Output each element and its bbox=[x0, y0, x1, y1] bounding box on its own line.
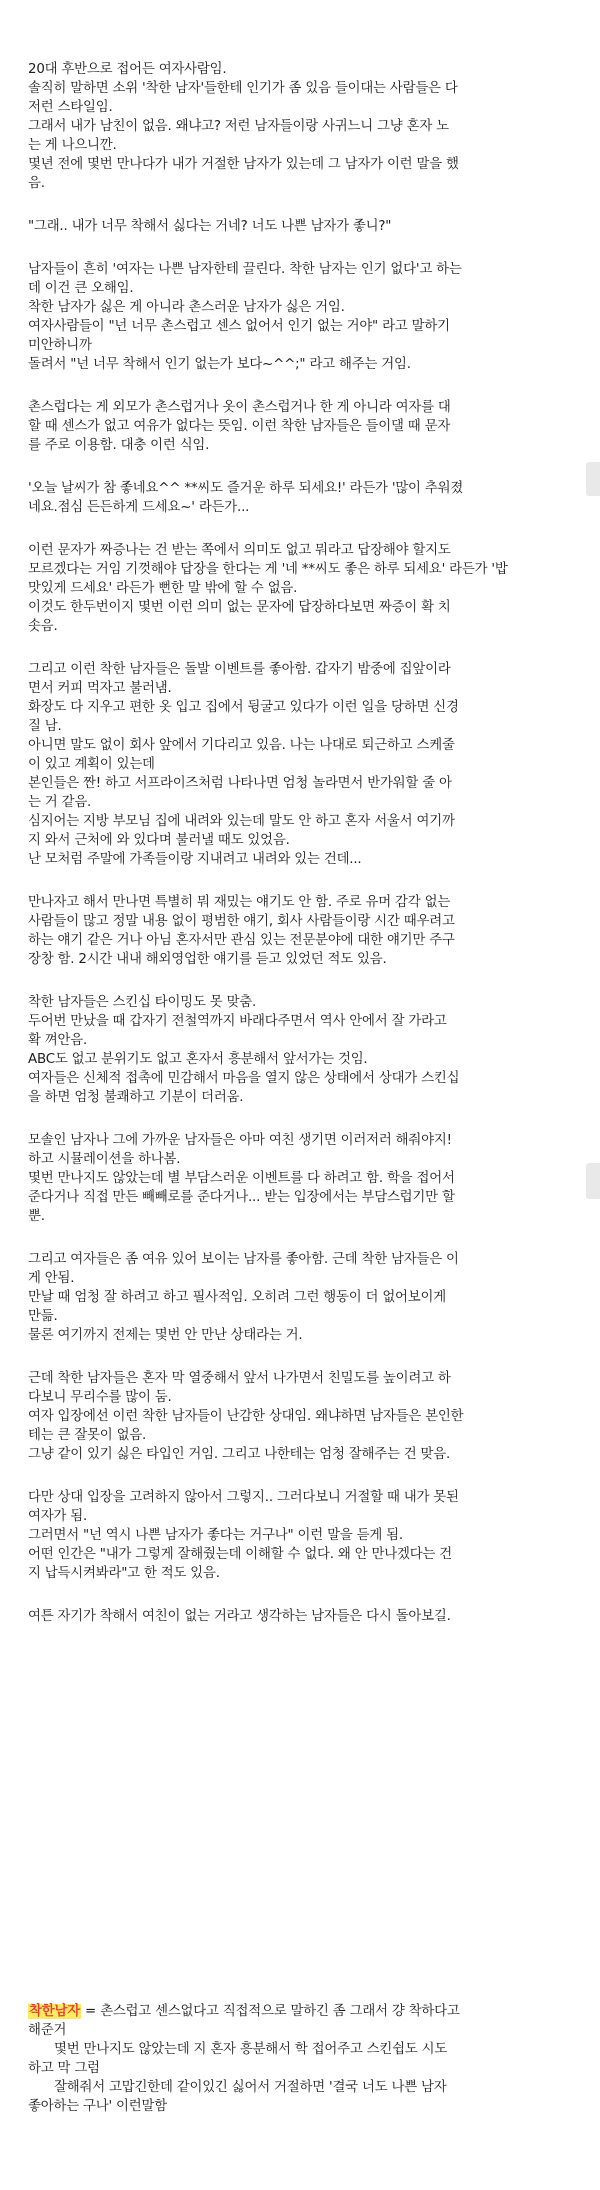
text-line: 20대 후반으로 접어든 여자사람임. bbox=[28, 62, 227, 77]
text-line: 하는 얘기 같은 거나 아님 혼자서만 관심 있는 전문분야에 대한 얘기만 주구 bbox=[28, 933, 455, 948]
text-line: 그리고 이런 착한 남자들은 돌발 이벤트를 좋아함. 갑자기 밤중에 집앞이라 bbox=[28, 662, 451, 677]
text-line: 착한 남자가 싫은 게 아니라 촌스러운 남자가 싫은 거임. bbox=[28, 300, 345, 315]
text-line: 촌스럽다는 게 외모가 촌스럽거나 옷이 촌스럽거나 한 게 아니라 여자를 대 bbox=[28, 400, 451, 415]
text-line: 몇번 만나지도 않았는데 별 부담스러운 이벤트를 다 하려고 함. 학을 접어서 bbox=[28, 1171, 455, 1186]
paragraph-simulation bbox=[28, 1131, 573, 1226]
text-line: 근데 착한 남자들은 혼자 막 열중해서 앞서 나가면서 친밀도를 높이려고 하 bbox=[28, 1371, 451, 1386]
summary-line-1-text: = 촌스럽고 센스없다고 직접적으로 말하긴 좀 그래서 걍 착하다고 bbox=[80, 2004, 460, 2019]
text-line: 장창 함. 2시간 내내 해외영업한 얘기를 듣고 있었던 적도 있음. bbox=[28, 952, 387, 967]
text-line: 준다거나 직접 만든 빼빼로를 준다거나... 받는 입장에서는 부담스럽기만 할 bbox=[28, 1190, 455, 1205]
post-body bbox=[28, 60, 573, 1626]
summary-comment bbox=[28, 2002, 573, 2116]
text-line: 만나자고 해서 만나면 특별히 뭐 재밌는 얘기도 안 함. 주로 유머 감각 없는 bbox=[28, 895, 451, 910]
text-line: 이런 문자가 짜증나는 건 받는 쪽에서 의미도 없고 뭐라고 답장해야 할지도 bbox=[28, 543, 451, 558]
scroll-hint-upper[interactable] bbox=[586, 462, 600, 496]
text-line: 지 납득시켜봐라"고 한 적도 있음. bbox=[28, 1566, 220, 1581]
summary-line-6: 좋아하는 구나' 이런말함 bbox=[28, 2099, 167, 2114]
text-line: 그래서 내가 남친이 없음. 왜냐고? 저런 남자들이랑 사귀느니 그냥 혼자 노 bbox=[28, 119, 449, 134]
text-line: 남자들이 흔히 '여자는 나쁜 남자한테 끌린다. 착한 남자는 인기 없다'고 하는 bbox=[28, 262, 462, 277]
text-line: 난 모처럼 주말에 가족들이랑 지내려고 내려와 있는 건데... bbox=[28, 852, 362, 867]
text-line: 여자들은 신체적 접촉에 민감해서 마음을 열지 않은 상태에서 상대가 스킨십 bbox=[28, 1071, 460, 1086]
paragraph-surprise-events bbox=[28, 660, 573, 869]
text-line: 두어번 만났을 때 갑자기 전철역까지 바래다주면서 역사 안에서 잘 가라고 bbox=[28, 1014, 447, 1029]
summary-line-5: 잘해줘서 고맙긴한데 같이있긴 싫어서 거절하면 '결국 너도 나쁜 남자 bbox=[54, 2080, 447, 2095]
text-line: 모솔인 남자나 그에 가까운 남자들은 아마 여친 생기면 이러저러 해줘야지! bbox=[28, 1133, 452, 1148]
text-line: 만날 때 엄청 잘 하려고 하고 필사적임. 오히려 그런 행동이 더 없어보이게 bbox=[28, 1290, 447, 1305]
summary-line-1 bbox=[28, 2002, 573, 2021]
text-line: 다만 상대 입장을 고려하지 않아서 그렇지.. 그러다보니 거절할 때 내가 못된 bbox=[28, 1490, 459, 1505]
text-line: 물론 여기까지 전제는 몇번 안 만난 상태라는 거. bbox=[28, 1328, 303, 1343]
paragraph-quote bbox=[28, 217, 573, 236]
text-line: 솟음. bbox=[28, 619, 58, 634]
paragraph-overeager bbox=[28, 1369, 573, 1464]
text-line: 그러면서 "넌 역시 나쁜 남자가 좋다는 거구나" 이런 말을 듣게 됨. bbox=[28, 1528, 403, 1543]
text-line: 게 안됨. bbox=[28, 1271, 75, 1286]
text-line: 맛있게 드세요' 라든가 뻔한 말 밖에 할 수 없음. bbox=[28, 581, 298, 596]
text-line: 화장도 다 지우고 편한 옷 입고 집에서 뒹굴고 있다가 이런 일을 당하면 신경 bbox=[28, 700, 459, 715]
text-line: 이것도 한두번이지 몇번 이런 의미 없는 문자에 답장하다보면 짜증이 확 치 bbox=[28, 600, 451, 615]
text-line: 질 남. bbox=[28, 719, 62, 734]
text-line: 아니면 말도 없이 회사 앞에서 기다리고 있음. 나는 나대로 퇴근하고 스케줄 bbox=[28, 738, 455, 753]
text-line: 지 와서 근처에 와 있다며 불러낼 때도 있었음. bbox=[28, 833, 290, 848]
text-line: 다보니 무리수를 많이 둠. bbox=[28, 1390, 172, 1405]
text-line: 심지어는 지방 부모님 집에 내려와 있는데 말도 안 하고 혼자 서울서 여기까 bbox=[28, 814, 455, 829]
text-line: 면서 커피 먹자고 불러냄. bbox=[28, 681, 172, 696]
text-line: 만듦. bbox=[28, 1309, 58, 1324]
text-line: 사람들이 많고 정말 내용 없이 평범한 얘기, 회사 사람들이랑 시간 때우려고 bbox=[28, 914, 455, 929]
text-line: 솔직히 말하면 소위 '착한 남자'들한테 인기가 좀 있음 들이대는 사람들은 다 bbox=[28, 81, 458, 96]
summary-line-4: 하고 막 그럼 bbox=[28, 2061, 100, 2076]
text-line: 돌려서 "넌 너무 착해서 인기 없는가 보다~^^;" 라고 해주는 거임. bbox=[28, 357, 411, 372]
text-line: 테는 큰 잘못이 없음. bbox=[28, 1428, 147, 1443]
summary-line-3: 몇번 만나지도 않았는데 지 혼자 흥분해서 학 접어주고 스킨쉽도 시도 bbox=[54, 2042, 448, 2057]
paragraph-tacky bbox=[28, 398, 573, 455]
text-line: 이 있고 계획이 있는데 bbox=[28, 757, 155, 772]
text-line: 하고 시뮬레이션을 하나봄. bbox=[28, 1152, 181, 1167]
text-line: 착한 남자들은 스킨십 타이밍도 못 맞춤. bbox=[28, 995, 257, 1010]
text-line: 저런 스타일임. bbox=[28, 100, 113, 115]
paragraph-text-examples bbox=[28, 479, 573, 517]
text-line: 는 게 나으니깐. bbox=[28, 138, 117, 153]
paragraph-annoying-texts bbox=[28, 541, 573, 636]
text-line: 확 껴안음. bbox=[28, 1033, 88, 1048]
text-line: 음. bbox=[28, 176, 45, 191]
text-line: 네요.점심 든든하게 드세요~' 라든가... bbox=[28, 500, 250, 515]
text-line: 을 하면 엄청 불쾌하고 기분이 더러움. bbox=[28, 1090, 244, 1105]
text-line: '오늘 날씨가 참 좋네요^^ **씨도 즐거운 하루 되세요!' 라든가 '많이 추워졌 bbox=[28, 481, 464, 496]
summary-line-2: 해준거 bbox=[28, 2023, 67, 2038]
paragraph-boring-talk bbox=[28, 893, 573, 969]
text-line: 여자가 됨. bbox=[28, 1509, 88, 1524]
text-line: 를 주로 이용함. 대충 이런 식임. bbox=[28, 438, 210, 453]
scroll-hint-lower[interactable] bbox=[586, 1163, 600, 1199]
paragraph-conclusion bbox=[28, 1607, 573, 1626]
text-line: 할 때 센스가 없고 여유가 없다는 뜻임. 이런 착한 남자들은 들이댈 때 문자 bbox=[28, 419, 451, 434]
paragraph-skinship bbox=[28, 993, 573, 1107]
text-line: 어떤 인간은 "내가 그렇게 잘해줬는데 이해할 수 없다. 왜 안 만나겠다는 건 bbox=[28, 1547, 452, 1562]
text-line: 모르겠다는 거임 기껏해야 답장을 한다는 게 '네 **씨도 좋은 하루 되세요' 라든가 '밥 bbox=[28, 562, 508, 577]
text-line: 뿐. bbox=[28, 1209, 45, 1224]
paragraph-rejection bbox=[28, 1488, 573, 1583]
text-line: "그래.. 내가 너무 착해서 싫다는 거네? 너도 나쁜 남자가 좋니?" bbox=[28, 219, 392, 234]
text-line: 데 이건 큰 오해임. bbox=[28, 281, 134, 296]
text-line: 는 거 같음. bbox=[28, 795, 92, 810]
paragraph-intro bbox=[28, 60, 573, 193]
text-line: 미안하니까 bbox=[28, 338, 92, 353]
text-line: 본인들은 짠! 하고 서프라이즈처럼 나타나면 엄청 놀라면서 반가워할 줄 아 bbox=[28, 776, 452, 791]
paragraph-misunderstanding bbox=[28, 260, 573, 374]
paragraph-composure bbox=[28, 1250, 573, 1345]
text-line: 여자 입장에선 이런 착한 남자들이 난감한 상대임. 왜냐하면 남자들은 본인한 bbox=[28, 1409, 464, 1424]
text-line: ABC도 없고 분위기도 없고 혼자서 흥분해서 앞서가는 것임. bbox=[28, 1052, 368, 1067]
text-line: 그냥 같이 있기 싫은 타입인 거임. 그리고 나한테는 엄청 잘해주는 건 맞음. bbox=[28, 1447, 451, 1462]
text-line: 그리고 여자들은 좀 여유 있어 보이는 남자를 좋아함. 근데 착한 남자들은 이 bbox=[28, 1252, 459, 1267]
keyword-highlight: 착한남자 bbox=[29, 2004, 80, 2019]
text-line: 몇년 전에 몇번 만나다가 내가 거절한 남자가 있는데 그 남자가 이런 말을 했 bbox=[28, 157, 459, 172]
text-line: 여자사람들이 "넌 너무 촌스럽고 센스 없어서 인기 없는 거야" 라고 말하기 bbox=[28, 319, 450, 334]
text-line: 여튼 자기가 착해서 여친이 없는 거라고 생각하는 남자들은 다시 돌아보길. bbox=[28, 1609, 451, 1624]
